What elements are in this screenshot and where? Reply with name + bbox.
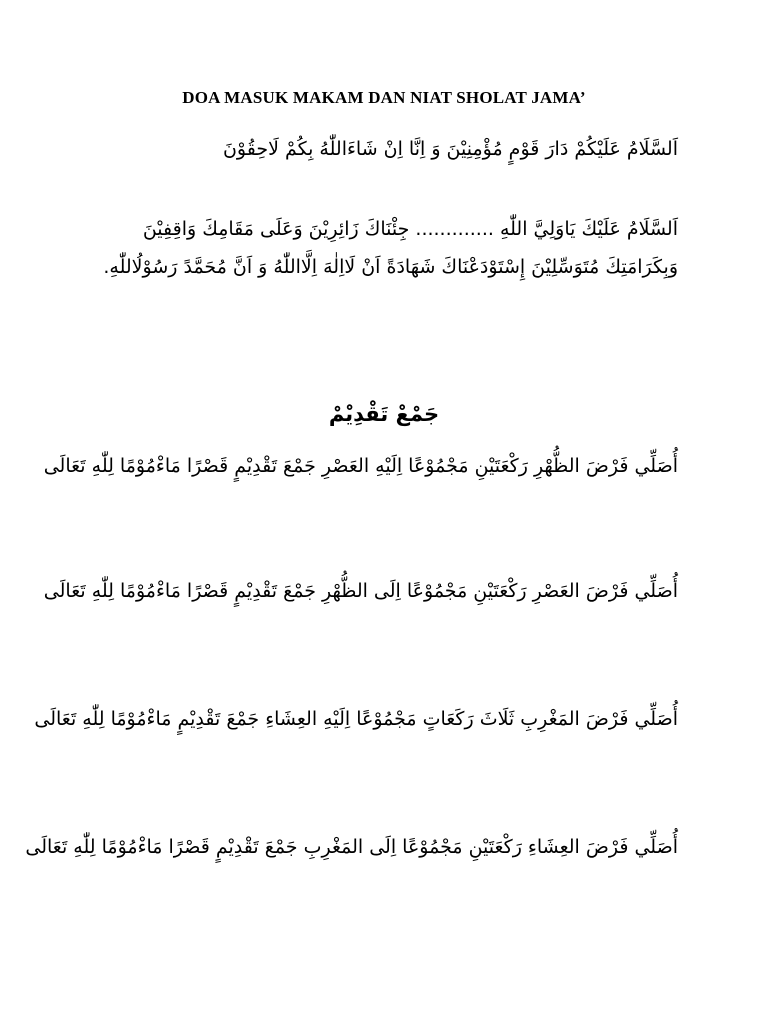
ziarah-paragraph: اَلسَّلَامُ عَلَيْكَ يَاوَلِيَّ اللّٰهِ ............. جِئْنَاكَ زَائِرِيْنَ وَعَلَى مَقَامِكَ وَاقِفِيْنَ وَبِكَرَامَتِكَ مُتَوَسِّلِيْنَ إِسْتَوْدَعْنَاكَ شَهَادَةً اَنْ لَااِلٰهَ اِلَّااللّٰهُ وَ اَنَّ مُحَمَّدً رَسُوْلُاللّٰهِ. <box>103 218 678 278</box>
niat-maghrib: أُصَلِّي فَرْضَ المَغْرِبِ ثَلَاثَ رَكَعَاتٍ مَجْمُوْعًا اِلَيْهِ العِشَاءِ جَمْعَ تَقْدِيْمٍ مَاءْمُوْمًا لِلّٰهِ تَعَالَى <box>34 708 678 730</box>
niat-isya: أُصَلِّي فَرْضَ العِشَاءِ رَكْعَتَيْنِ مَجْمُوْعًا اِلَى المَغْرِبِ جَمْعَ تَقْدِيْمٍ قَصْرًا مَاءْمُوْمًا لِلّٰهِ تَعَالَى <box>25 836 678 858</box>
niat-zuhur: أُصَلِّي فَرْضَ الظُّهْرِ رَكْعَتَيْنِ مَجْمُوْعًا اِلَيْهِ العَصْرِ جَمْعَ تَقْدِيْمٍ قَصْرًا مَاءْمُوْمًا لِلّٰهِ تَعَالَى <box>43 455 678 477</box>
niat-asar: أُصَلِّي فَرْضَ العَصْرِ رَكْعَتَيْنِ مَجْمُوْعًا اِلَى الظُّهْرِ جَمْعَ تَقْدِيْمٍ قَصْرًا مَاءْمُوْمًا لِلّٰهِ تَعَالَى <box>43 580 678 602</box>
greeting-line: اَلسَّلَامُ عَلَيْكُمْ دَارَ قَوْمٍ مُؤْمِنِيْنَ وَ اِنَّا اِنْ شَاءَاللّٰهُ بِكُمْ لَاحِقُوْنَ <box>222 138 678 160</box>
page-title: DOA MASUK MAKAM DAN NIAT SHOLAT JAMA’ <box>182 88 586 107</box>
section-heading: جَمْعْ تَقْدِيْمْ <box>328 402 440 426</box>
